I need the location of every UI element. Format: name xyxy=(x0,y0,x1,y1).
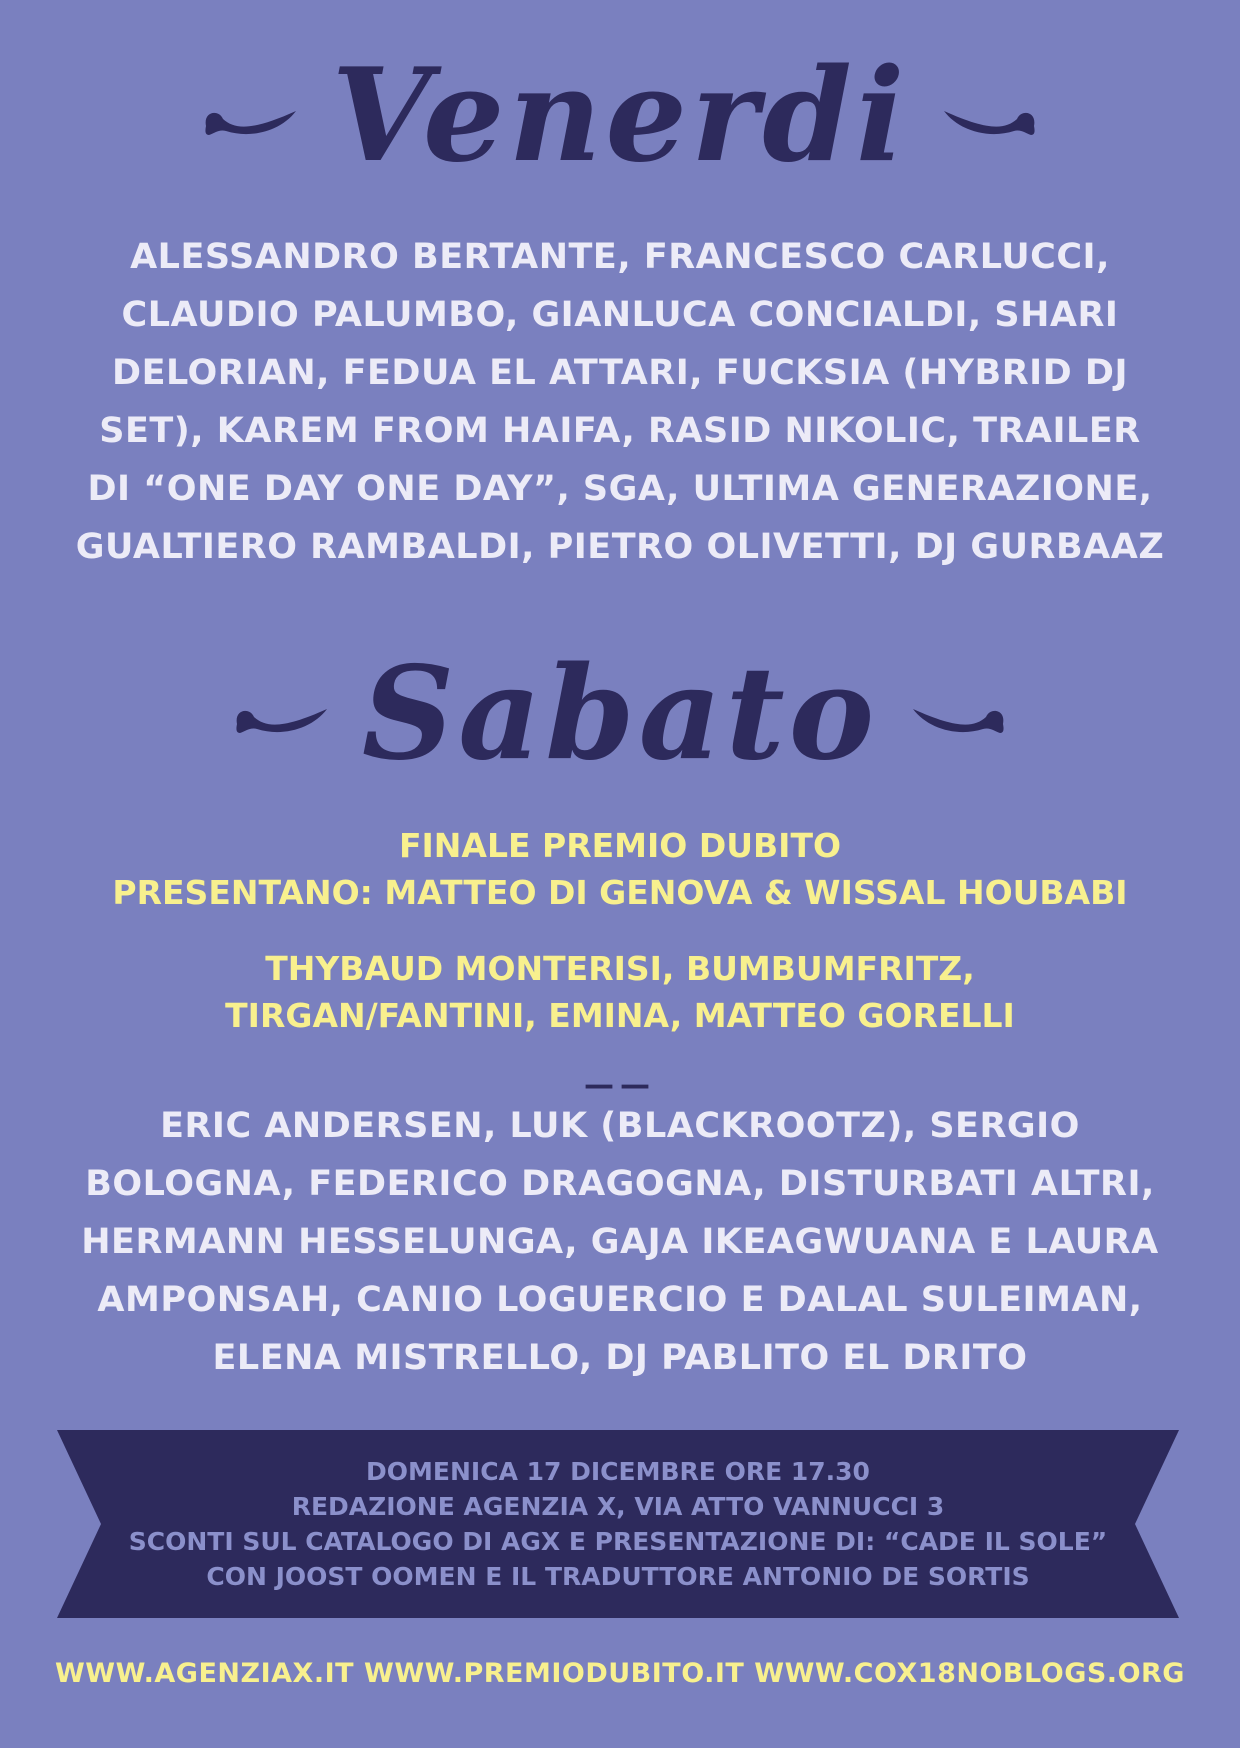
link-premiodubito[interactable]: WWW.PREMIODUBITO.IT xyxy=(364,1658,745,1689)
sunday-banner xyxy=(57,1430,1179,1618)
sunday-line: CON JOOST OOMEN E IL TRADUTTORE ANTONIO DE SORTIS xyxy=(206,1562,1030,1591)
sunday-line: SCONTI SUL CATALOGO DI AGX E PRESENTAZIONE DI: “CADE IL SOLE” xyxy=(128,1527,1108,1556)
finalists-line: TIRGAN/FANTINI, EMINA, MATTEO GORELLI xyxy=(225,996,1015,1035)
finalists-line: THYBAUD MONTERISI, BUMBUMFRITZ, xyxy=(265,949,975,988)
finalists-block xyxy=(50,945,1190,1039)
finale-block xyxy=(50,822,1190,916)
finale-presenters: PRESENTANO: MATTEO DI GENOVA & WISSAL HOUBABI xyxy=(112,873,1128,912)
sunday-line: DOMENICA 17 DICEMBRE ORE 17.30 xyxy=(366,1457,870,1486)
link-agenziax[interactable]: WWW.AGENZIAX.IT xyxy=(55,1658,355,1689)
footer-links xyxy=(55,1658,1185,1689)
saturday-title: Sabato xyxy=(361,639,879,789)
lineup-line: SET), KAREM FROM HAIFA, RASID NIKOLIC, TRAILER xyxy=(99,411,1141,451)
lineup-line: DI “ONE DAY ONE DAY”, SGA, ULTIMA GENERAZIONE, xyxy=(87,469,1153,509)
lineup-line: HERMANN HESSELUNGA, GAJA IKEAGWUANA E LAURA xyxy=(81,1222,1159,1262)
lineup-line: ELENA MISTRELLO, DJ PABLITO EL DRITO xyxy=(212,1338,1028,1378)
mustache-icon xyxy=(201,91,301,141)
lineup-line: ALESSANDRO BERTANTE, FRANCESCO CARLUCCI, xyxy=(130,237,1110,277)
sunday-info xyxy=(57,1454,1179,1594)
friday-heading xyxy=(0,41,1240,191)
saturday-lineup xyxy=(50,1097,1190,1387)
lineup-line: BOLOGNA, FEDERICO DRAGOGNA, DISTURBATI ALTRI, xyxy=(85,1164,1155,1204)
lineup-line: GUALTIERO RAMBALDI, PIETRO OLIVETTI, DJ GURBAAZ xyxy=(75,527,1165,567)
sunday-line: REDAZIONE AGENZIA X, VIA ATTO VANNUCCI 3 xyxy=(291,1492,945,1521)
finale-title: FINALE PREMIO DUBITO xyxy=(398,826,842,865)
lineup-line: CLAUDIO PALUMBO, GIANLUCA CONCIALDI, SHARI xyxy=(121,295,1119,335)
friday-title: Venerdi xyxy=(331,41,909,191)
mustache-icon xyxy=(939,91,1039,141)
link-cox18[interactable]: WWW.COX18NOBLOGS.ORG xyxy=(754,1658,1185,1689)
saturday-heading xyxy=(0,639,1240,789)
lineup-line: DELORIAN, FEDUA EL ATTARI, FUCKSIA (HYBRID DJ xyxy=(112,353,1128,393)
lineup-line: ERIC ANDERSEN, LUK (BLACKROOTZ), SERGIO xyxy=(160,1106,1080,1146)
friday-lineup xyxy=(50,228,1190,576)
separator: —— xyxy=(584,1068,656,1103)
mustache-icon xyxy=(908,689,1008,739)
mustache-icon xyxy=(232,689,332,739)
lineup-line: AMPONSAH, CANIO LOGUERCIO E DALAL SULEIMAN, xyxy=(97,1280,1143,1320)
